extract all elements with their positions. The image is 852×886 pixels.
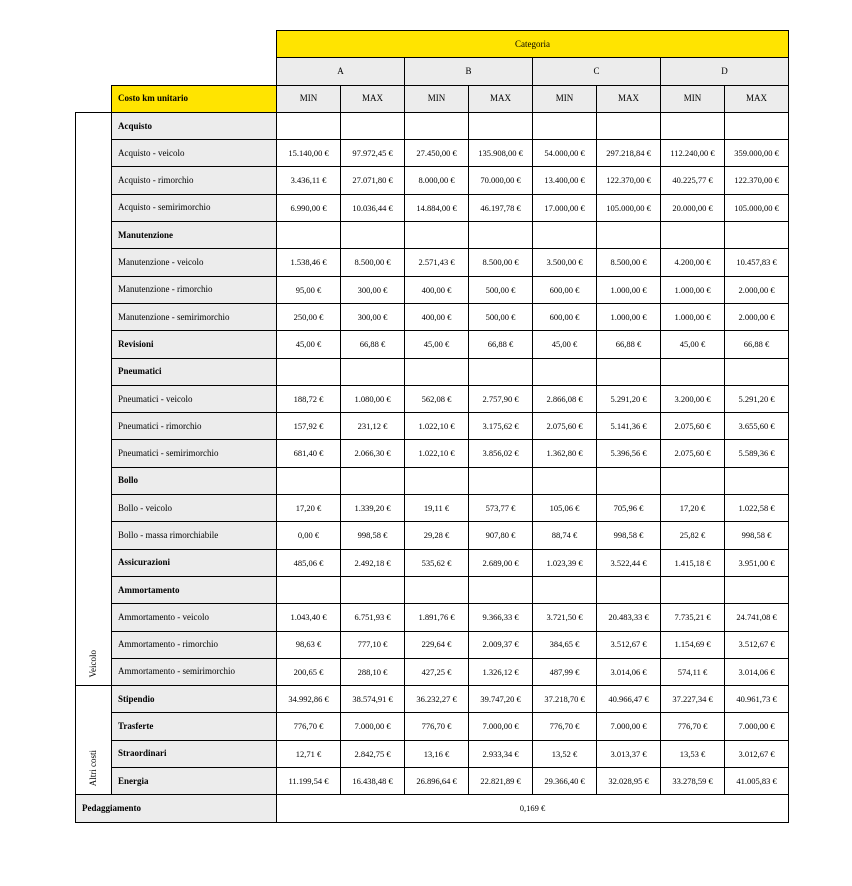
table-row bbox=[76, 194, 789, 221]
row-label: Ammortamento - veicolo bbox=[112, 604, 277, 631]
row-label: Trasferte bbox=[112, 713, 277, 740]
value-cell: 776,70 € bbox=[661, 713, 725, 740]
value-cell: 562,08 € bbox=[405, 385, 469, 412]
value-cell: 1.080,00 € bbox=[341, 385, 405, 412]
table-row bbox=[76, 385, 789, 412]
value-cell: 27.450,00 € bbox=[405, 140, 469, 167]
value-cell: 2.492,18 € bbox=[341, 549, 405, 576]
value-cell: 500,00 € bbox=[469, 303, 533, 330]
value-cell: 13,53 € bbox=[661, 740, 725, 767]
table-row bbox=[76, 522, 789, 549]
table-row bbox=[76, 768, 789, 795]
value-cell: 40.225,77 € bbox=[661, 167, 725, 194]
value-cell: 5.589,36 € bbox=[725, 440, 789, 467]
value-cell: 122.370,00 € bbox=[725, 167, 789, 194]
value-cell: 5.291,20 € bbox=[725, 385, 789, 412]
value-cell: 7.000,00 € bbox=[597, 713, 661, 740]
footer-row bbox=[76, 795, 789, 822]
value-cell: 40.966,47 € bbox=[597, 686, 661, 713]
row-label: Acquisto - veicolo bbox=[112, 140, 277, 167]
value-cell: 46.197,78 € bbox=[469, 194, 533, 221]
value-cell: 487,99 € bbox=[533, 658, 597, 685]
value-cell: 66,88 € bbox=[725, 331, 789, 358]
group-label: Altri costi bbox=[88, 750, 98, 787]
value-cell: 112.240,00 € bbox=[661, 140, 725, 167]
value-cell: 95,00 € bbox=[277, 276, 341, 303]
value-cell: 2.075,60 € bbox=[661, 413, 725, 440]
value-cell: 288,10 € bbox=[341, 658, 405, 685]
value-cell: 25,82 € bbox=[661, 522, 725, 549]
header-row-minmax bbox=[76, 85, 789, 112]
value-cell: 2.757,90 € bbox=[469, 385, 533, 412]
value-cell: 45,00 € bbox=[661, 331, 725, 358]
value-cell: 2.009,37 € bbox=[469, 631, 533, 658]
min-header: MIN bbox=[661, 85, 725, 112]
value-cell: 29,28 € bbox=[405, 522, 469, 549]
value-cell: 66,88 € bbox=[341, 331, 405, 358]
section-row bbox=[76, 222, 789, 249]
value-cell bbox=[661, 358, 725, 385]
value-cell: 998,58 € bbox=[725, 522, 789, 549]
value-cell: 485,06 € bbox=[277, 549, 341, 576]
table-row bbox=[76, 413, 789, 440]
value-cell: 36.232,27 € bbox=[405, 686, 469, 713]
value-cell: 681,40 € bbox=[277, 440, 341, 467]
value-cell: 45,00 € bbox=[405, 331, 469, 358]
value-cell: 22.821,89 € bbox=[469, 768, 533, 795]
section-label: Pneumatici bbox=[112, 358, 277, 385]
header-row-categories bbox=[76, 58, 789, 85]
value-cell: 1.022,10 € bbox=[405, 440, 469, 467]
value-cell: 3.500,00 € bbox=[533, 249, 597, 276]
value-cell: 17.000,00 € bbox=[533, 194, 597, 221]
value-cell: 7.000,00 € bbox=[725, 713, 789, 740]
row-label: Acquisto - semirimorchio bbox=[112, 194, 277, 221]
table-row bbox=[76, 740, 789, 767]
value-cell: 188,72 € bbox=[277, 385, 341, 412]
value-cell: 2.000,00 € bbox=[725, 303, 789, 330]
value-cell: 3.014,06 € bbox=[725, 658, 789, 685]
value-cell: 10.036,44 € bbox=[341, 194, 405, 221]
value-cell: 3.012,67 € bbox=[725, 740, 789, 767]
value-cell: 250,00 € bbox=[277, 303, 341, 330]
value-cell bbox=[277, 222, 341, 249]
value-cell: 9.366,33 € bbox=[469, 604, 533, 631]
value-cell: 45,00 € bbox=[277, 331, 341, 358]
value-cell: 776,70 € bbox=[405, 713, 469, 740]
value-cell: 300,00 € bbox=[341, 303, 405, 330]
value-cell: 27.071,80 € bbox=[341, 167, 405, 194]
value-cell: 6.990,00 € bbox=[277, 194, 341, 221]
value-cell: 13,16 € bbox=[405, 740, 469, 767]
value-cell: 1.000,00 € bbox=[597, 303, 661, 330]
value-cell bbox=[277, 358, 341, 385]
value-cell: 907,80 € bbox=[469, 522, 533, 549]
value-cell: 8.500,00 € bbox=[597, 249, 661, 276]
value-cell: 500,00 € bbox=[469, 276, 533, 303]
cost-table bbox=[75, 30, 789, 823]
value-cell: 5.141,36 € bbox=[597, 413, 661, 440]
row-label: Revisioni bbox=[112, 331, 277, 358]
value-cell bbox=[725, 358, 789, 385]
section-row bbox=[76, 358, 789, 385]
table-row bbox=[76, 303, 789, 330]
group-veicolo bbox=[76, 112, 112, 685]
table-row bbox=[76, 604, 789, 631]
value-cell: 4.200,00 € bbox=[661, 249, 725, 276]
value-cell: 19,11 € bbox=[405, 495, 469, 522]
table-row bbox=[76, 631, 789, 658]
value-cell: 3.200,00 € bbox=[661, 385, 725, 412]
section-label: Manutenzione bbox=[112, 222, 277, 249]
table-row bbox=[76, 495, 789, 522]
value-cell bbox=[661, 576, 725, 603]
row-label: Acquisto - rimorchio bbox=[112, 167, 277, 194]
value-cell: 2.933,34 € bbox=[469, 740, 533, 767]
value-cell bbox=[405, 358, 469, 385]
value-cell: 427,25 € bbox=[405, 658, 469, 685]
value-cell: 2.842,75 € bbox=[341, 740, 405, 767]
value-cell: 3.512,67 € bbox=[597, 631, 661, 658]
value-cell: 2.866,08 € bbox=[533, 385, 597, 412]
value-cell: 122.370,00 € bbox=[597, 167, 661, 194]
value-cell: 1.000,00 € bbox=[661, 303, 725, 330]
pedaggiamento-label: Pedaggiamento bbox=[76, 795, 277, 822]
value-cell: 32.028,95 € bbox=[597, 768, 661, 795]
value-cell: 2.000,00 € bbox=[725, 276, 789, 303]
value-cell: 535,62 € bbox=[405, 549, 469, 576]
value-cell: 2.075,60 € bbox=[661, 440, 725, 467]
value-cell bbox=[597, 467, 661, 494]
pedaggiamento-value: 0,169 € bbox=[277, 795, 789, 822]
value-cell bbox=[277, 576, 341, 603]
value-cell: 3.721,50 € bbox=[533, 604, 597, 631]
value-cell bbox=[533, 222, 597, 249]
value-cell bbox=[533, 358, 597, 385]
value-cell: 40.961,73 € bbox=[725, 686, 789, 713]
category-c-header: C bbox=[533, 58, 661, 85]
value-cell: 20.000,00 € bbox=[661, 194, 725, 221]
value-cell: 3.655,60 € bbox=[725, 413, 789, 440]
table-row bbox=[76, 331, 789, 358]
value-cell: 34.992,86 € bbox=[277, 686, 341, 713]
value-cell bbox=[341, 112, 405, 139]
value-cell: 998,58 € bbox=[597, 522, 661, 549]
value-cell bbox=[597, 222, 661, 249]
value-cell: 6.751,93 € bbox=[341, 604, 405, 631]
value-cell: 3.175,62 € bbox=[469, 413, 533, 440]
category-d-header: D bbox=[661, 58, 789, 85]
value-cell bbox=[661, 112, 725, 139]
value-cell: 14.884,00 € bbox=[405, 194, 469, 221]
value-cell bbox=[533, 576, 597, 603]
value-cell bbox=[469, 467, 533, 494]
value-cell bbox=[725, 576, 789, 603]
value-cell bbox=[341, 222, 405, 249]
min-header: MIN bbox=[405, 85, 469, 112]
row-label: Energia bbox=[112, 768, 277, 795]
value-cell: 400,00 € bbox=[405, 276, 469, 303]
value-cell: 384,65 € bbox=[533, 631, 597, 658]
value-cell: 776,70 € bbox=[277, 713, 341, 740]
value-cell: 15.140,00 € bbox=[277, 140, 341, 167]
row-label: Pneumatici - semirimorchio bbox=[112, 440, 277, 467]
value-cell bbox=[533, 467, 597, 494]
table-row bbox=[76, 276, 789, 303]
value-cell bbox=[469, 576, 533, 603]
max-header: MAX bbox=[725, 85, 789, 112]
value-cell: 600,00 € bbox=[533, 303, 597, 330]
value-cell: 70.000,00 € bbox=[469, 167, 533, 194]
value-cell: 88,74 € bbox=[533, 522, 597, 549]
section-row bbox=[76, 467, 789, 494]
value-cell: 1.362,80 € bbox=[533, 440, 597, 467]
value-cell: 24.741,08 € bbox=[725, 604, 789, 631]
min-header: MIN bbox=[533, 85, 597, 112]
table-row bbox=[76, 167, 789, 194]
value-cell: 8.500,00 € bbox=[341, 249, 405, 276]
value-cell bbox=[469, 112, 533, 139]
value-cell: 7.735,21 € bbox=[661, 604, 725, 631]
value-cell: 98,63 € bbox=[277, 631, 341, 658]
value-cell: 8.000,00 € bbox=[405, 167, 469, 194]
value-cell: 2.066,30 € bbox=[341, 440, 405, 467]
value-cell bbox=[661, 467, 725, 494]
costo-km-header: Costo km unitario bbox=[112, 85, 277, 112]
value-cell bbox=[277, 467, 341, 494]
value-cell bbox=[341, 576, 405, 603]
value-cell: 998,58 € bbox=[341, 522, 405, 549]
value-cell: 20.483,33 € bbox=[597, 604, 661, 631]
value-cell: 13.400,00 € bbox=[533, 167, 597, 194]
row-label: Assicurazioni bbox=[112, 549, 277, 576]
value-cell bbox=[405, 576, 469, 603]
value-cell: 12,71 € bbox=[277, 740, 341, 767]
value-cell: 300,00 € bbox=[341, 276, 405, 303]
value-cell: 97.972,45 € bbox=[341, 140, 405, 167]
value-cell bbox=[405, 222, 469, 249]
value-cell: 3.856,02 € bbox=[469, 440, 533, 467]
section-label: Bollo bbox=[112, 467, 277, 494]
value-cell: 38.574,91 € bbox=[341, 686, 405, 713]
value-cell: 200,65 € bbox=[277, 658, 341, 685]
max-header: MAX bbox=[341, 85, 405, 112]
value-cell: 66,88 € bbox=[469, 331, 533, 358]
value-cell: 105.000,00 € bbox=[725, 194, 789, 221]
row-label: Ammortamento - rimorchio bbox=[112, 631, 277, 658]
value-cell: 1.000,00 € bbox=[597, 276, 661, 303]
value-cell: 705,96 € bbox=[597, 495, 661, 522]
value-cell: 7.000,00 € bbox=[341, 713, 405, 740]
value-cell: 1.154,69 € bbox=[661, 631, 725, 658]
value-cell: 13,52 € bbox=[533, 740, 597, 767]
value-cell: 3.522,44 € bbox=[597, 549, 661, 576]
value-cell bbox=[469, 358, 533, 385]
value-cell: 229,64 € bbox=[405, 631, 469, 658]
value-cell bbox=[597, 112, 661, 139]
categoria-header: Categoria bbox=[277, 31, 789, 58]
value-cell: 1.538,46 € bbox=[277, 249, 341, 276]
value-cell: 33.278,59 € bbox=[661, 768, 725, 795]
value-cell bbox=[725, 222, 789, 249]
value-cell bbox=[469, 222, 533, 249]
value-cell: 5.291,20 € bbox=[597, 385, 661, 412]
table-row bbox=[76, 249, 789, 276]
row-label: Straordinari bbox=[112, 740, 277, 767]
value-cell: 5.396,56 € bbox=[597, 440, 661, 467]
row-label: Ammortamento - semirimorchio bbox=[112, 658, 277, 685]
value-cell: 600,00 € bbox=[533, 276, 597, 303]
value-cell: 3.013,37 € bbox=[597, 740, 661, 767]
value-cell bbox=[597, 358, 661, 385]
value-cell: 1.339,20 € bbox=[341, 495, 405, 522]
value-cell: 1.022,10 € bbox=[405, 413, 469, 440]
value-cell: 2.075,60 € bbox=[533, 413, 597, 440]
value-cell: 45,00 € bbox=[533, 331, 597, 358]
value-cell bbox=[405, 467, 469, 494]
value-cell: 41.005,83 € bbox=[725, 768, 789, 795]
group-altri-costi bbox=[76, 686, 112, 795]
value-cell: 8.500,00 € bbox=[469, 249, 533, 276]
value-cell: 0,00 € bbox=[277, 522, 341, 549]
value-cell: 573,77 € bbox=[469, 495, 533, 522]
value-cell: 37.227,34 € bbox=[661, 686, 725, 713]
row-label: Manutenzione - semirimorchio bbox=[112, 303, 277, 330]
value-cell: 1.415,18 € bbox=[661, 549, 725, 576]
section-row bbox=[76, 576, 789, 603]
value-cell: 2.689,00 € bbox=[469, 549, 533, 576]
value-cell: 3.436,11 € bbox=[277, 167, 341, 194]
value-cell: 66,88 € bbox=[597, 331, 661, 358]
value-cell: 29.366,40 € bbox=[533, 768, 597, 795]
value-cell bbox=[341, 467, 405, 494]
category-a-header: A bbox=[277, 58, 405, 85]
value-cell: 3.014,06 € bbox=[597, 658, 661, 685]
group-label: Veicolo bbox=[88, 649, 98, 678]
value-cell: 400,00 € bbox=[405, 303, 469, 330]
value-cell bbox=[341, 358, 405, 385]
value-cell: 10.457,83 € bbox=[725, 249, 789, 276]
row-label: Manutenzione - veicolo bbox=[112, 249, 277, 276]
table-row bbox=[76, 440, 789, 467]
header-row-categoria bbox=[76, 31, 789, 58]
row-label: Manutenzione - rimorchio bbox=[112, 276, 277, 303]
value-cell: 39.747,20 € bbox=[469, 686, 533, 713]
value-cell: 297.218,84 € bbox=[597, 140, 661, 167]
row-label: Bollo - massa rimorchiabile bbox=[112, 522, 277, 549]
value-cell: 17,20 € bbox=[277, 495, 341, 522]
value-cell: 105,06 € bbox=[533, 495, 597, 522]
value-cell: 135.908,00 € bbox=[469, 140, 533, 167]
value-cell bbox=[405, 112, 469, 139]
section-label: Acquisto bbox=[112, 112, 277, 139]
max-header: MAX bbox=[469, 85, 533, 112]
value-cell: 1.043,40 € bbox=[277, 604, 341, 631]
value-cell: 1.326,12 € bbox=[469, 658, 533, 685]
category-b-header: B bbox=[405, 58, 533, 85]
table-row bbox=[76, 549, 789, 576]
value-cell: 157,92 € bbox=[277, 413, 341, 440]
section-row bbox=[76, 112, 789, 139]
value-cell: 776,70 € bbox=[533, 713, 597, 740]
value-cell bbox=[725, 112, 789, 139]
value-cell: 231,12 € bbox=[341, 413, 405, 440]
table-row bbox=[76, 686, 789, 713]
row-label: Pneumatici - rimorchio bbox=[112, 413, 277, 440]
row-label: Pneumatici - veicolo bbox=[112, 385, 277, 412]
value-cell: 777,10 € bbox=[341, 631, 405, 658]
table-row bbox=[76, 658, 789, 685]
value-cell: 1.000,00 € bbox=[661, 276, 725, 303]
value-cell bbox=[533, 112, 597, 139]
value-cell: 574,11 € bbox=[661, 658, 725, 685]
value-cell: 105.000,00 € bbox=[597, 194, 661, 221]
row-label: Bollo - veicolo bbox=[112, 495, 277, 522]
value-cell: 1.891,76 € bbox=[405, 604, 469, 631]
max-header: MAX bbox=[597, 85, 661, 112]
value-cell bbox=[597, 576, 661, 603]
value-cell bbox=[661, 222, 725, 249]
section-label: Ammortamento bbox=[112, 576, 277, 603]
value-cell: 3.512,67 € bbox=[725, 631, 789, 658]
value-cell: 16.438,48 € bbox=[341, 768, 405, 795]
row-label: Stipendio bbox=[112, 686, 277, 713]
value-cell bbox=[725, 467, 789, 494]
value-cell: 7.000,00 € bbox=[469, 713, 533, 740]
table-row bbox=[76, 713, 789, 740]
value-cell: 37.218,70 € bbox=[533, 686, 597, 713]
table-row bbox=[76, 140, 789, 167]
value-cell: 54.000,00 € bbox=[533, 140, 597, 167]
min-header: MIN bbox=[277, 85, 341, 112]
value-cell: 1.023,39 € bbox=[533, 549, 597, 576]
value-cell: 11.199,54 € bbox=[277, 768, 341, 795]
value-cell bbox=[277, 112, 341, 139]
value-cell: 3.951,00 € bbox=[725, 549, 789, 576]
value-cell: 26.896,64 € bbox=[405, 768, 469, 795]
value-cell: 359.000,00 € bbox=[725, 140, 789, 167]
value-cell: 1.022,58 € bbox=[725, 495, 789, 522]
value-cell: 2.571,43 € bbox=[405, 249, 469, 276]
value-cell: 17,20 € bbox=[661, 495, 725, 522]
